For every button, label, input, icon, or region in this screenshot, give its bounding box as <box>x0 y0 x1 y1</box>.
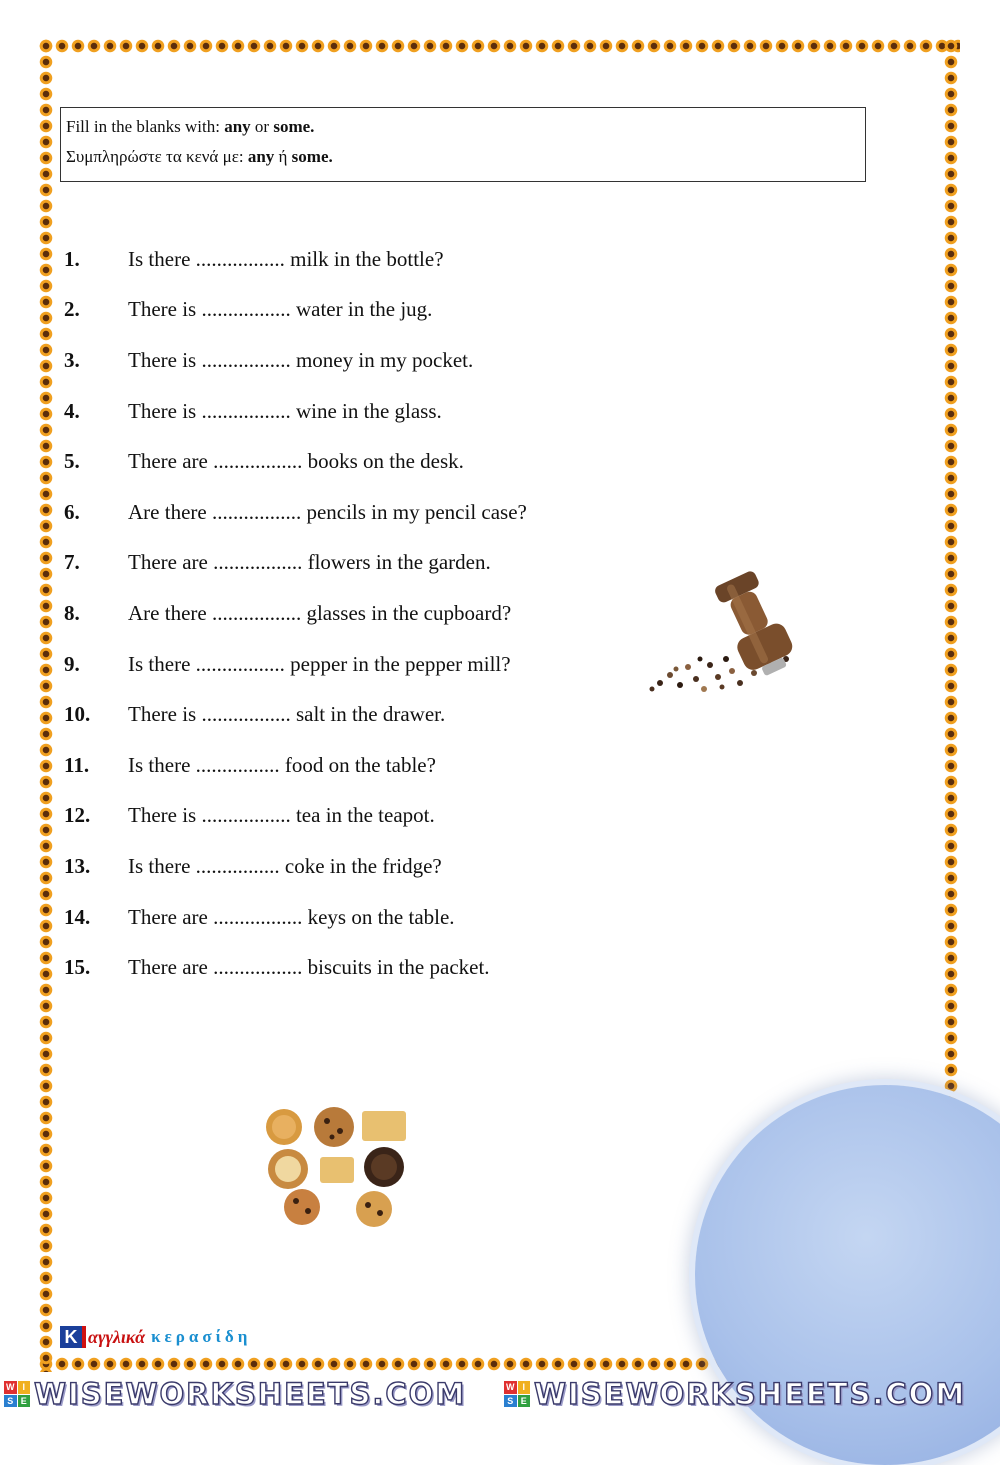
biscuits-illustration <box>262 1105 418 1230</box>
item-sentence: Is there ................. milk in the bottle? <box>128 246 444 271</box>
item-number: 8. <box>64 600 80 625</box>
pepper-mill-illustration <box>640 555 840 705</box>
exercise-item <box>64 740 664 791</box>
item-number: 15. <box>64 955 91 980</box>
item-number: 1. <box>64 246 80 271</box>
pepper-mill-body <box>710 568 800 682</box>
item-sentence: There are ................. biscuits in the packet. <box>128 955 490 980</box>
footer-watermark-text: WISEWORKSHEETS.COM <box>34 1377 467 1411</box>
brand-logo-icon: K <box>60 1326 86 1348</box>
exercise-item <box>64 386 664 437</box>
decorative-border-top <box>38 38 960 54</box>
item-number: 14. <box>64 904 91 929</box>
item-sentence: There are ................. flowers in the garden. <box>128 550 491 575</box>
exercise-item <box>64 285 664 336</box>
item-number: 6. <box>64 499 80 524</box>
instructions-greek: Συμπληρώστε τα κενά με: any ή some. <box>66 147 333 166</box>
exercise-item <box>64 487 664 538</box>
item-sentence: There is ................. water in the jug. <box>128 297 433 322</box>
item-number: 4. <box>64 398 80 423</box>
footer-watermark <box>0 1375 1000 1413</box>
wiseworksheets-logo-icon: W I S E <box>4 1381 30 1407</box>
exercise-item <box>64 538 664 589</box>
item-sentence: There is ................. money in my pocket. <box>128 347 474 372</box>
footer-watermark-text: WISEWORKSHEETS.COM <box>534 1377 967 1411</box>
item-sentence: There are ................. keys on the table. <box>128 904 455 929</box>
item-sentence: Are there ................. pencils in my pencil case? <box>128 499 527 524</box>
item-sentence: There is ................. tea in the teapot. <box>128 803 435 828</box>
exercise-item <box>64 841 664 892</box>
exercise-item <box>64 234 664 285</box>
item-number: 3. <box>64 347 80 372</box>
exercise-item <box>64 689 664 740</box>
decorative-border-left <box>38 38 54 1372</box>
item-number: 9. <box>64 651 80 676</box>
item-sentence: There are ................. books on the desk. <box>128 449 464 474</box>
footer-watermark-unit <box>0 1377 500 1411</box>
item-number: 5. <box>64 449 80 474</box>
item-sentence: Is there ................ coke in the fridge? <box>128 853 442 878</box>
footer-watermark-unit <box>500 1377 1000 1411</box>
exercise-item <box>64 791 664 842</box>
item-number: 11. <box>64 752 90 777</box>
item-sentence: Is there ................ food on the table? <box>128 752 436 777</box>
instructions-box <box>60 107 866 182</box>
item-sentence: There is ................. salt in the drawer. <box>128 702 446 727</box>
exercise-list <box>64 234 664 993</box>
exercise-item <box>64 639 664 690</box>
item-number: 7. <box>64 550 80 575</box>
exercise-item <box>64 942 664 993</box>
brand-name-part-a: αγγλικά <box>88 1326 146 1347</box>
item-sentence: Are there ................. glasses in the cupboard? <box>128 600 512 625</box>
brand-name-part-b: κερασίδη <box>151 1327 252 1346</box>
publisher-brand <box>60 1324 251 1350</box>
item-number: 2. <box>64 297 80 322</box>
exercise-item <box>64 588 664 639</box>
instructions-english: Fill in the blanks with: any or some. <box>66 117 315 136</box>
item-sentence: There is ................. wine in the glass. <box>128 398 442 423</box>
exercise-item <box>64 892 664 943</box>
item-number: 13. <box>64 853 91 878</box>
wiseworksheets-logo-icon: W I S E <box>504 1381 530 1407</box>
item-sentence: Is there ................. pepper in the pepper mill? <box>128 651 511 676</box>
item-number: 10. <box>64 702 91 727</box>
exercise-item <box>64 335 664 386</box>
item-number: 12. <box>64 803 91 828</box>
exercise-item <box>64 436 664 487</box>
